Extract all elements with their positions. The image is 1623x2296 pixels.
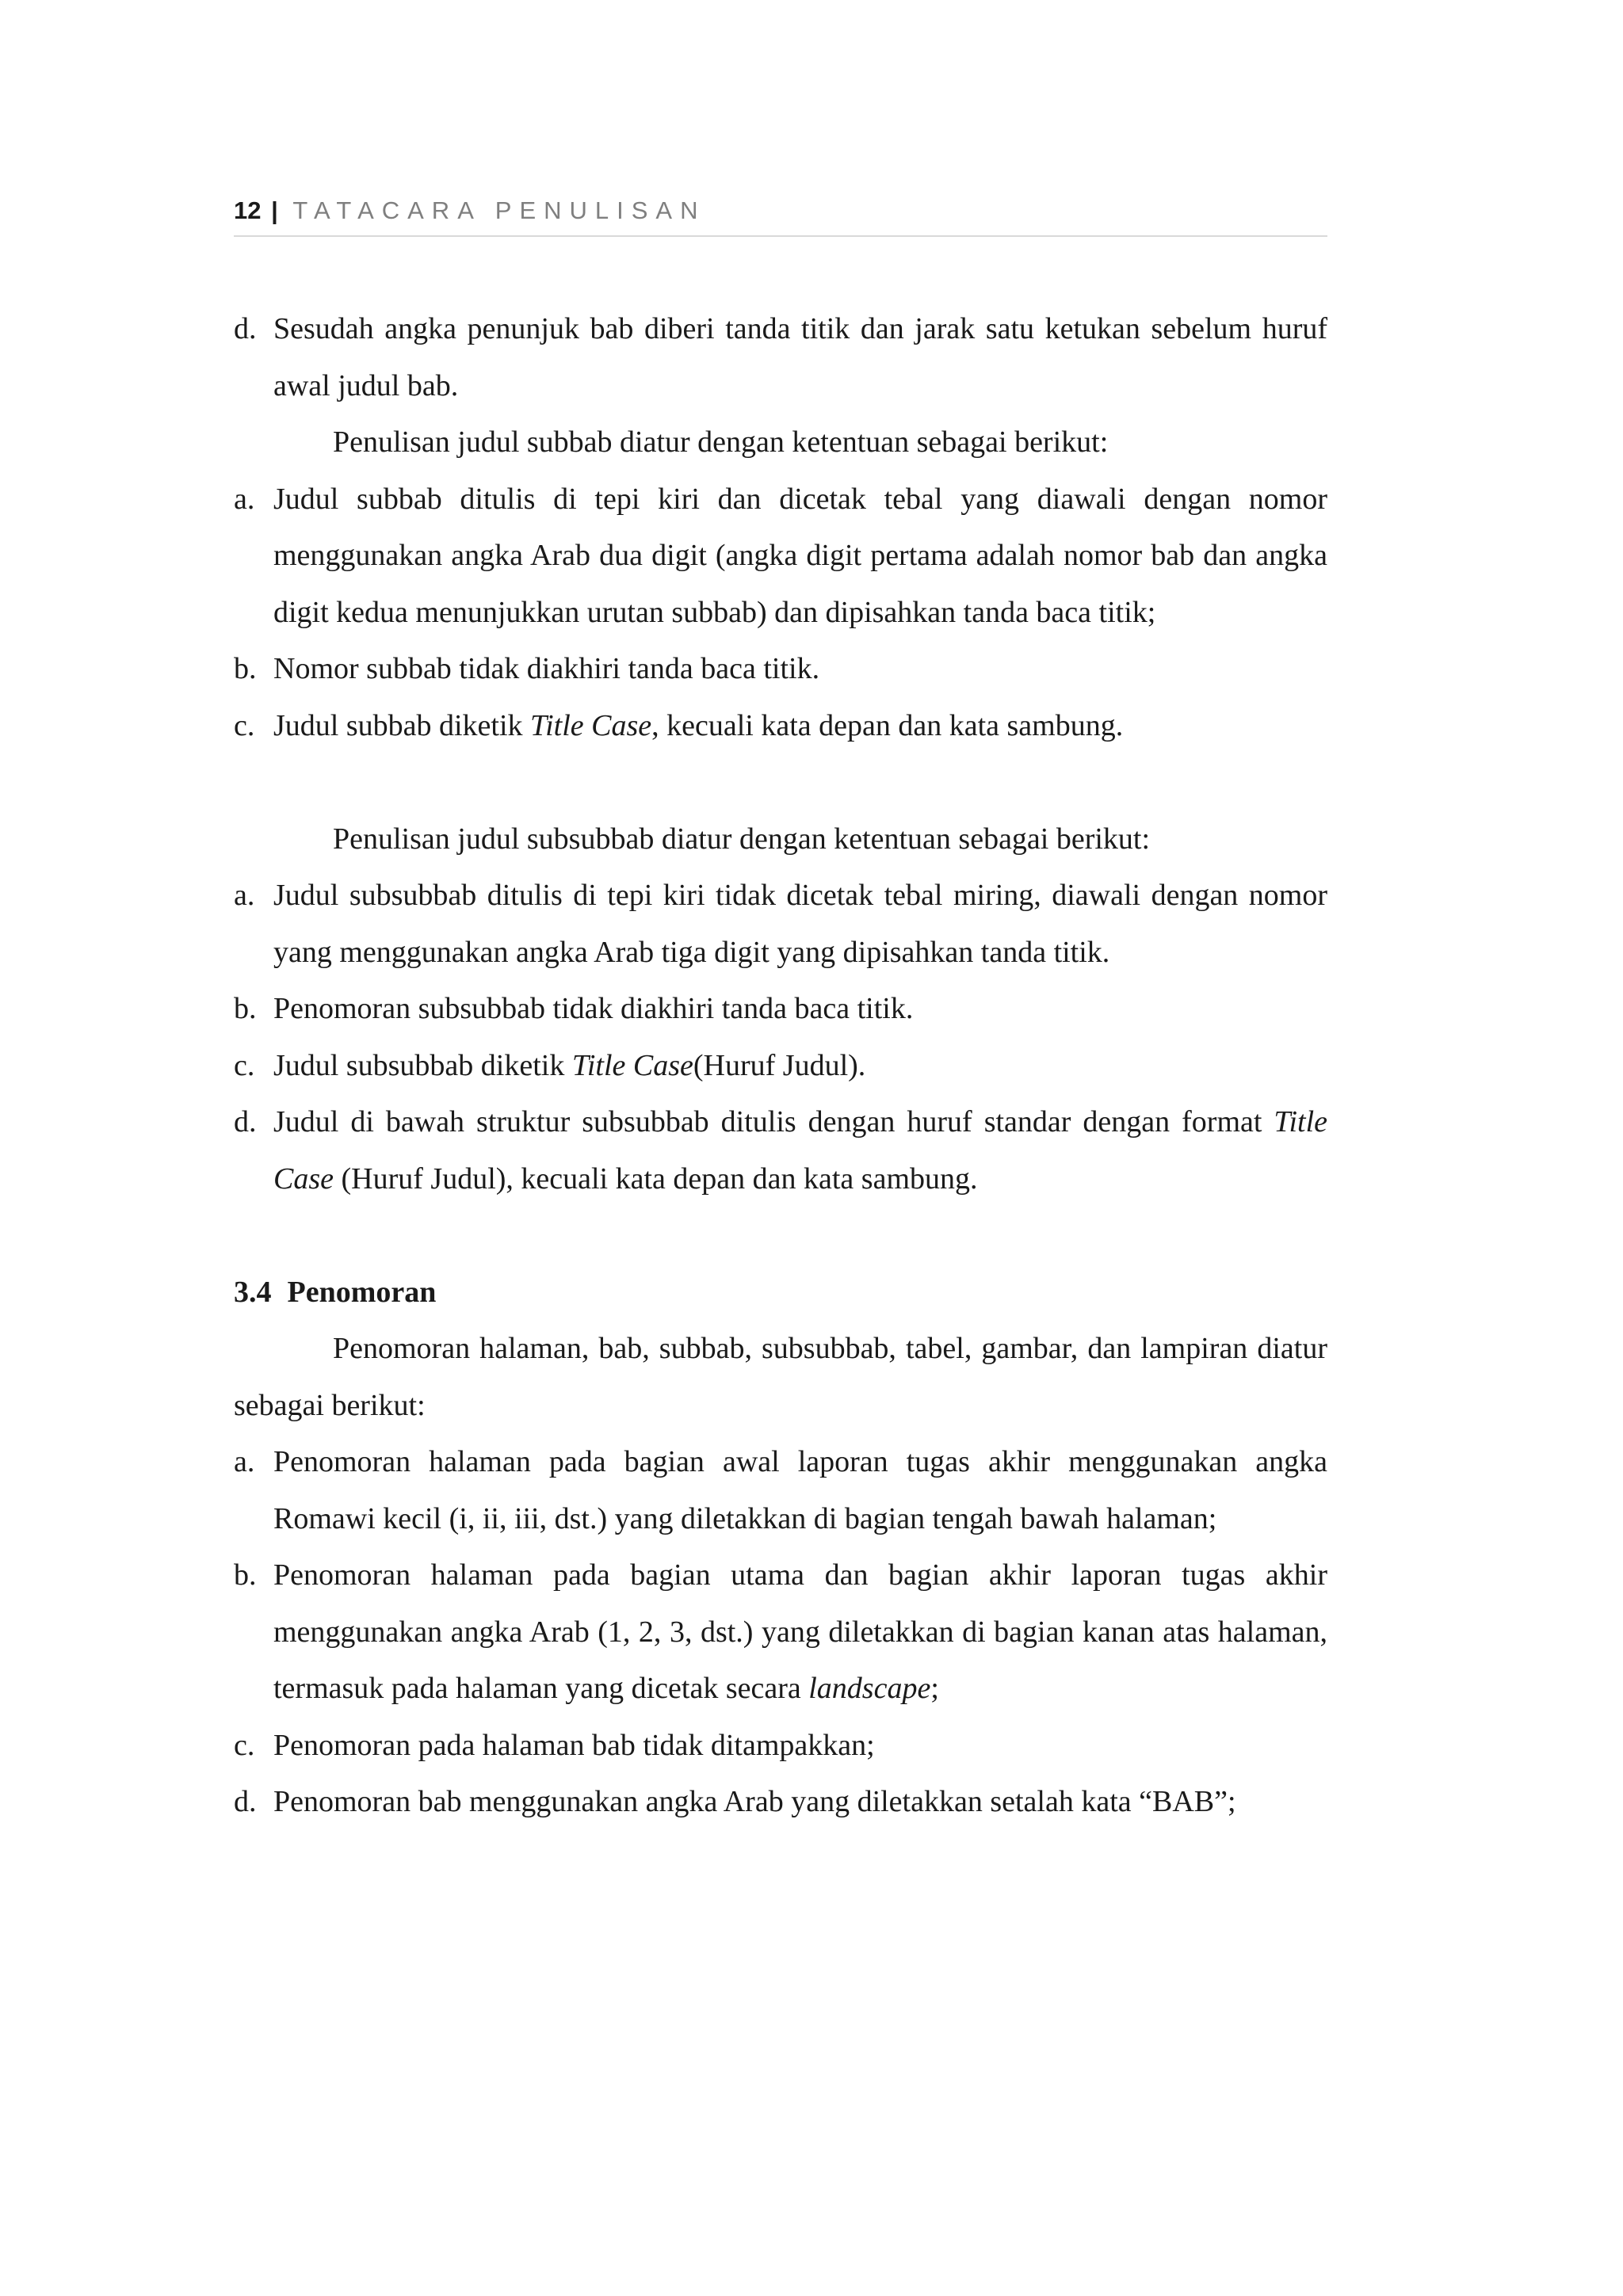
list-item-text: Penomoran pada halaman bab tidak ditampakkan; <box>273 1728 875 1762</box>
text-run: (Huruf Judul), kecuali kata depan dan kata sambung. <box>334 1161 978 1196</box>
list-item <box>234 1094 1327 1207</box>
list-marker: c. <box>234 708 255 742</box>
subbab-intro: Penulisan judul subbab diatur dengan ketentuan sebagai berikut: <box>333 425 1109 459</box>
list-marker: b. <box>234 992 257 1025</box>
list-item <box>234 1038 1327 1095</box>
list-marker: d. <box>234 1105 257 1138</box>
list-item <box>234 1547 1327 1718</box>
text-run: Penomoran halaman pada bagian utama dan bagian akhir laporan tugas akhir menggunakan angka Arab (1, 2, 3, dst.) yang diletakkan di bagian kanan atas halaman, termasuk pada halaman yang dicetak secara <box>273 1558 1327 1705</box>
page-number: 12 <box>234 196 262 224</box>
italic-term: Title Case <box>530 708 652 742</box>
list-item-text: Penomoran halaman pada bagian awal laporan tugas akhir menggunakan angka Romawi kecil (i, ii, iii, dst.) yang diletakkan di bagian tengah bawah halaman; <box>273 1445 1327 1535</box>
list-marker: c. <box>234 1728 255 1762</box>
list-item-text: Sesudah angka penunjuk bab diberi tanda titik dan jarak satu ketukan sebelum huruf awal judul bab. <box>273 312 1327 402</box>
list-item <box>234 1718 1327 1775</box>
list-item-text <box>273 1558 1327 1705</box>
list-item-text: Penomoran bab menggunakan angka Arab yang diletakkan setalah kata “BAB”; <box>273 1785 1236 1818</box>
chapter-rules-list <box>234 301 1327 414</box>
list-item-text <box>273 709 1123 742</box>
list-marker: c. <box>234 1048 255 1082</box>
blank-line <box>234 754 1327 811</box>
text-run: Judul subbab diketik <box>273 708 531 742</box>
list-marker: d. <box>234 1785 257 1818</box>
list-marker: a. <box>234 1445 255 1478</box>
page-header <box>234 194 1327 237</box>
section-heading <box>234 1264 1327 1322</box>
list-item <box>234 868 1327 981</box>
subbab-rules-list <box>234 471 1327 755</box>
italic-term: Title Case <box>571 1048 693 1082</box>
list-item <box>234 1774 1327 1831</box>
list-item-text <box>273 1049 865 1082</box>
list-item <box>234 981 1327 1038</box>
list-item-text: Judul subbab ditulis di tepi kiri dan dicetak tebal yang diawali dengan nomor menggunakan angka Arab dua digit (angka digit pertama adalah nomor bab dan angka digit kedua menunjukkan urutan subbab) dan dipisahkan tanda baca titik; <box>273 482 1327 629</box>
list-item <box>234 301 1327 414</box>
text-run: , kecuali kata depan dan kata sambung. <box>651 708 1124 742</box>
blank-line <box>234 1207 1327 1264</box>
subsubbab-rules-list <box>234 868 1327 1207</box>
list-item-text <box>273 1105 1327 1196</box>
list-item <box>234 641 1327 698</box>
page-body <box>234 301 1327 1831</box>
list-item <box>234 471 1327 642</box>
section-number: 3.4 <box>234 1275 272 1309</box>
section-intro: Penomoran halaman, bab, subbab, subsubbab, tabel, gambar, dan lampiran diatur sebagai berikut: <box>234 1332 1327 1422</box>
italic-term: Title Case <box>273 1105 1327 1196</box>
list-marker: a. <box>234 482 255 516</box>
numbering-rules-list <box>234 1434 1327 1831</box>
text-run: ; <box>930 1672 939 1705</box>
header-separator: | <box>271 196 278 224</box>
list-marker: b. <box>234 1558 257 1592</box>
list-marker: d. <box>234 312 257 345</box>
text-run: Judul subsubbab diketik <box>273 1048 572 1082</box>
header-title: TATACARA PENULISAN <box>292 196 706 224</box>
list-marker: a. <box>234 879 255 912</box>
list-marker: b. <box>234 652 257 685</box>
list-item-text: Penomoran subsubbab tidak diakhiri tanda baca titik. <box>273 992 914 1025</box>
italic-term: landscape <box>808 1672 931 1705</box>
subsubbab-intro: Penulisan judul subsubbab diatur dengan ketentuan sebagai berikut: <box>333 822 1151 856</box>
list-item-text: Judul subsubbab ditulis di tepi kiri tidak dicetak tebal miring, diawali dengan nomor yang menggunakan angka Arab tiga digit yang dipisahkan tanda titik. <box>273 879 1327 969</box>
list-item <box>234 1434 1327 1547</box>
text-run: Judul di bawah struktur subsubbab ditulis dengan huruf standar dengan format <box>273 1105 1274 1138</box>
list-item <box>234 698 1327 755</box>
text-run: (Huruf Judul). <box>693 1048 866 1082</box>
section-title: Penomoran <box>287 1275 437 1309</box>
list-item-text: Nomor subbab tidak diakhiri tanda baca titik. <box>273 652 820 685</box>
